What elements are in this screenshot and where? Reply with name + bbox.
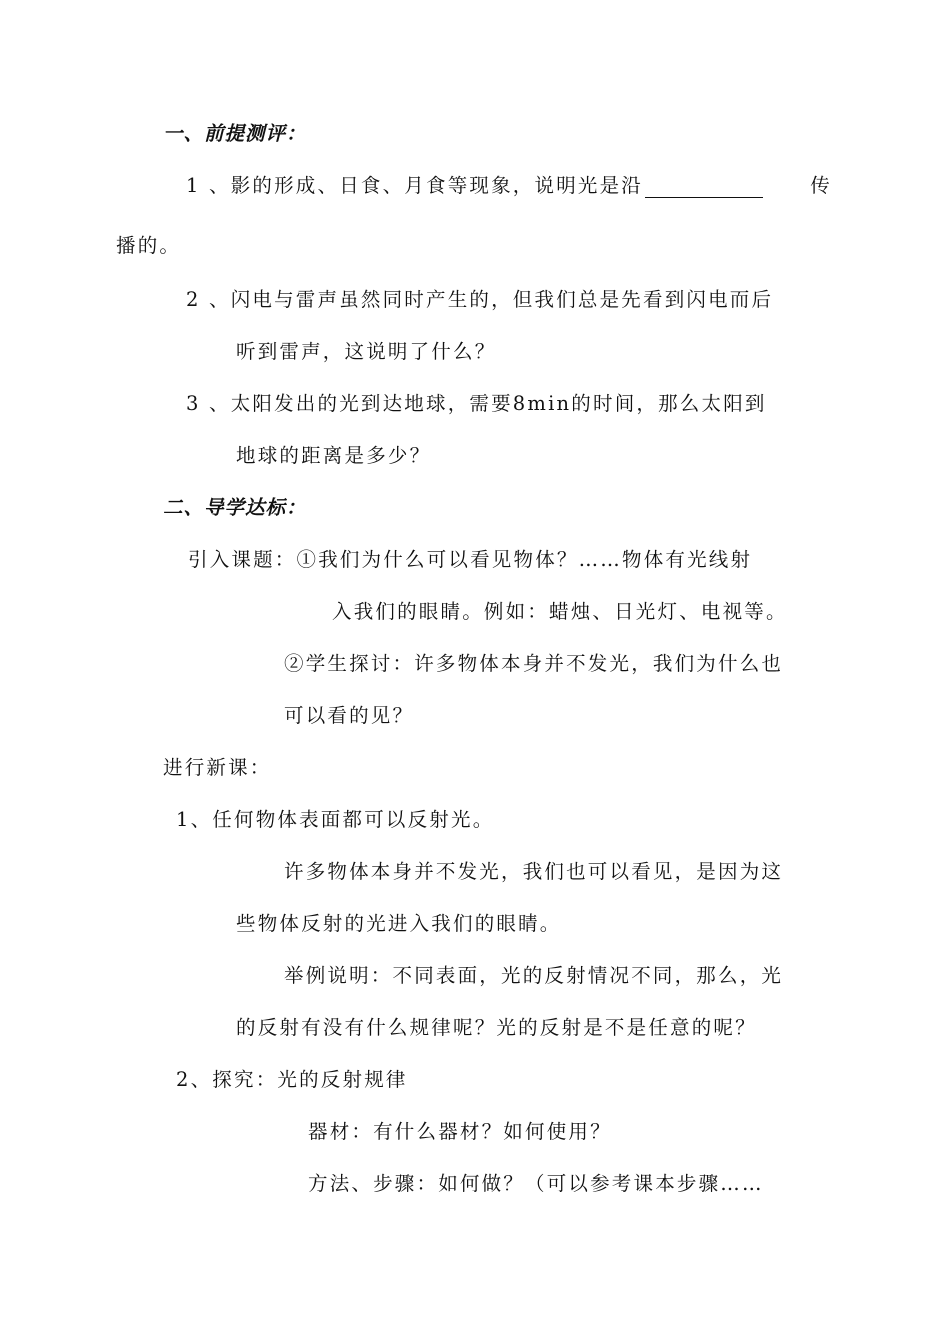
new-lesson-label: 进行新课： xyxy=(163,756,272,779)
point-1-line-4: 的反射有没有什么规律呢？光的反射是不是任意的呢？ xyxy=(236,1016,757,1039)
question-1-text: 1 、影的形成、日食、月食等现象，说明光是沿 xyxy=(186,174,644,197)
question-1-suffix: 传 xyxy=(810,174,832,197)
section1-heading: 一、前提测评： xyxy=(163,122,307,145)
point-2-line-1: 器材：有什么器材？如何使用？ xyxy=(308,1120,612,1143)
question-3-line-2: 地球的距离是多少？ xyxy=(236,444,432,467)
intro-line-4: 可以看的见？ xyxy=(284,704,415,727)
intro-line-1: 引入课题：①我们为什么可以看见物体？……物体有光线射 xyxy=(188,548,753,571)
point-2-title: 2、探究：光的反射规律 xyxy=(176,1068,408,1091)
question-1 xyxy=(186,174,832,198)
point-2-line-2: 方法、步骤：如何做？（可以参考课本步骤…… xyxy=(308,1172,764,1195)
point-1-title: 1、任何物体表面都可以反射光。 xyxy=(176,808,495,831)
point-1-line-1: 许多物体本身并不发光，我们也可以看见，是因为这 xyxy=(284,860,784,883)
intro-line-2: 入我们的眼睛。例如：蜡烛、日光灯、电视等。 xyxy=(332,600,788,623)
intro-line-3: ②学生探讨：许多物体本身并不发光，我们为什么也 xyxy=(284,652,784,675)
answer-blank xyxy=(645,177,763,198)
section2-heading: 二、导学达标： xyxy=(163,496,307,519)
question-3-line-1: 3 、太阳发出的光到达地球，需要8min的时间，那么太阳到 xyxy=(186,392,767,415)
question-1-continued: 播的。 xyxy=(116,234,182,257)
point-1-line-2: 些物体反射的光进入我们的眼睛。 xyxy=(236,912,562,935)
question-2-line-1: 2 、闪电与雷声虽然同时产生的，但我们总是先看到闪电而后 xyxy=(186,288,774,311)
question-2-line-2: 听到雷声，这说明了什么？ xyxy=(236,340,497,363)
point-1-line-3: 举例说明：不同表面，光的反射情况不同，那么，光 xyxy=(284,964,784,987)
